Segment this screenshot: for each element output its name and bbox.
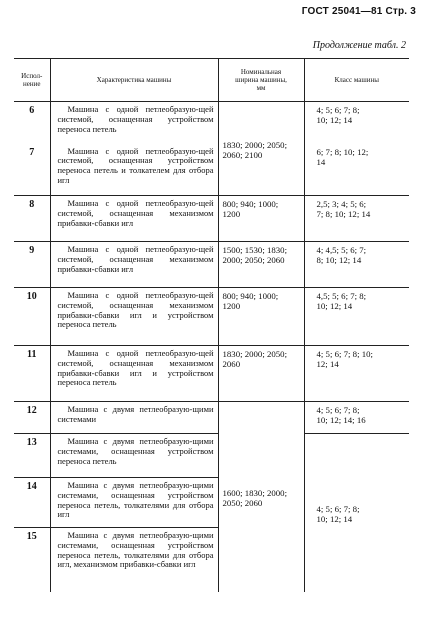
row-description: Машина с одной петлеобразую-щей системой, оснащенная устройством переноса петель (50, 102, 218, 144)
row-number: 15 (14, 528, 50, 592)
row-width: 1830; 2000; 2050; 2060 (218, 346, 304, 402)
row-description: Машина с двумя петлеобразую-щими системами (50, 402, 218, 434)
table-row (14, 288, 409, 346)
row-width: 800; 940; 1000; 1200 (218, 288, 304, 346)
row-class: 4; 5; 6; 7; 8; 10; 12; 14; 16 (304, 402, 409, 434)
row-number: 8 (14, 196, 50, 242)
table-row (14, 346, 409, 402)
row-number: 12 (14, 402, 50, 434)
table-row (14, 242, 409, 288)
row-number: 10 (14, 288, 50, 346)
header-class: Класс машины (304, 59, 409, 102)
row-width: 1500; 1530; 1830; 2000; 2050; 2060 (218, 242, 304, 288)
table-row (14, 434, 409, 478)
row-width: 800; 940; 1000; 1200 (218, 196, 304, 242)
row-class: 4; 5; 6; 7; 8; 10; 12; 14 (304, 102, 409, 144)
machine-spec-table (14, 58, 409, 592)
row-description: Машина с одной петлеобразую-щей системой, оснащенная механизмом прибавки-сбавки игл и устройством переноса петель (50, 288, 218, 346)
table-row (14, 102, 409, 144)
table-row (14, 196, 409, 242)
row-number: 11 (14, 346, 50, 402)
row-number: 6 (29, 105, 35, 116)
row-width: 1830; 2000; 2050; 2060; 2100 (218, 102, 304, 196)
row-description: Машина с одной петлеобразую-щей системой, оснащенная механизмом прибавки-сбавки игл и устройством переноса петель (50, 346, 218, 402)
row-class: 2,5; 3; 4; 5; 6; 7; 8; 10; 12; 14 (304, 196, 409, 242)
table-row (14, 144, 409, 196)
row-class: 4; 5; 6; 7; 8; 10; 12; 14 (304, 434, 409, 592)
row-number: 7 (29, 146, 35, 158)
row-class: 4; 4,5; 5; 6; 7; 8; 10; 12; 14 (304, 242, 409, 288)
header-width: Номинальная ширина машины, мм (218, 59, 304, 102)
row-number: 13 (14, 434, 50, 478)
row-description: Машина с одной петлеобразую-щей системой, оснащенная механизмом прибавки-сбавки игл (50, 242, 218, 288)
row-description: Машина с двумя петлеобразую-щими системами, оснащенная устройством переноса петель, толкателями для отбора игл, механизмом прибавки-сбавки игл (50, 528, 218, 592)
row-description: Машина с двумя петлеобразую-щими системами, оснащенная устройством переноса петель, толкателями для отбора игл (50, 478, 218, 528)
row-description: Машина с одной петлеобразую-щей системой, оснащенная устройством переноса петель и толкателем для отбора игл (50, 144, 218, 196)
row-class: 4,5; 5; 6; 7; 8; 10; 12; 14 (304, 288, 409, 346)
header-number: Испол- нение (14, 59, 50, 102)
table-row (14, 402, 409, 434)
row-class: 6; 7; 8; 10; 12; 14 (304, 144, 409, 196)
row-description: Машина с двумя петлеобразую-щими системами, оснащенная устройством переноса петель (50, 434, 218, 478)
table-header-row (14, 59, 409, 102)
row-number: 9 (14, 242, 50, 288)
row-number: 14 (14, 478, 50, 528)
row-description: Машина с одной петлеобразую-щей системой, оснащенная механизмом прибавки-сбавки игл (50, 196, 218, 242)
standard-header: ГОСТ 25041—81 Стр. 3 (301, 6, 416, 17)
header-description: Характеристика машины (50, 59, 218, 102)
row-width: 1600; 1830; 2000; 2050; 2060 (218, 402, 304, 592)
table-continuation-label: Продолжение табл. 2 (312, 40, 406, 51)
row-class: 4; 5; 6; 7; 8; 10; 12; 14 (304, 346, 409, 402)
